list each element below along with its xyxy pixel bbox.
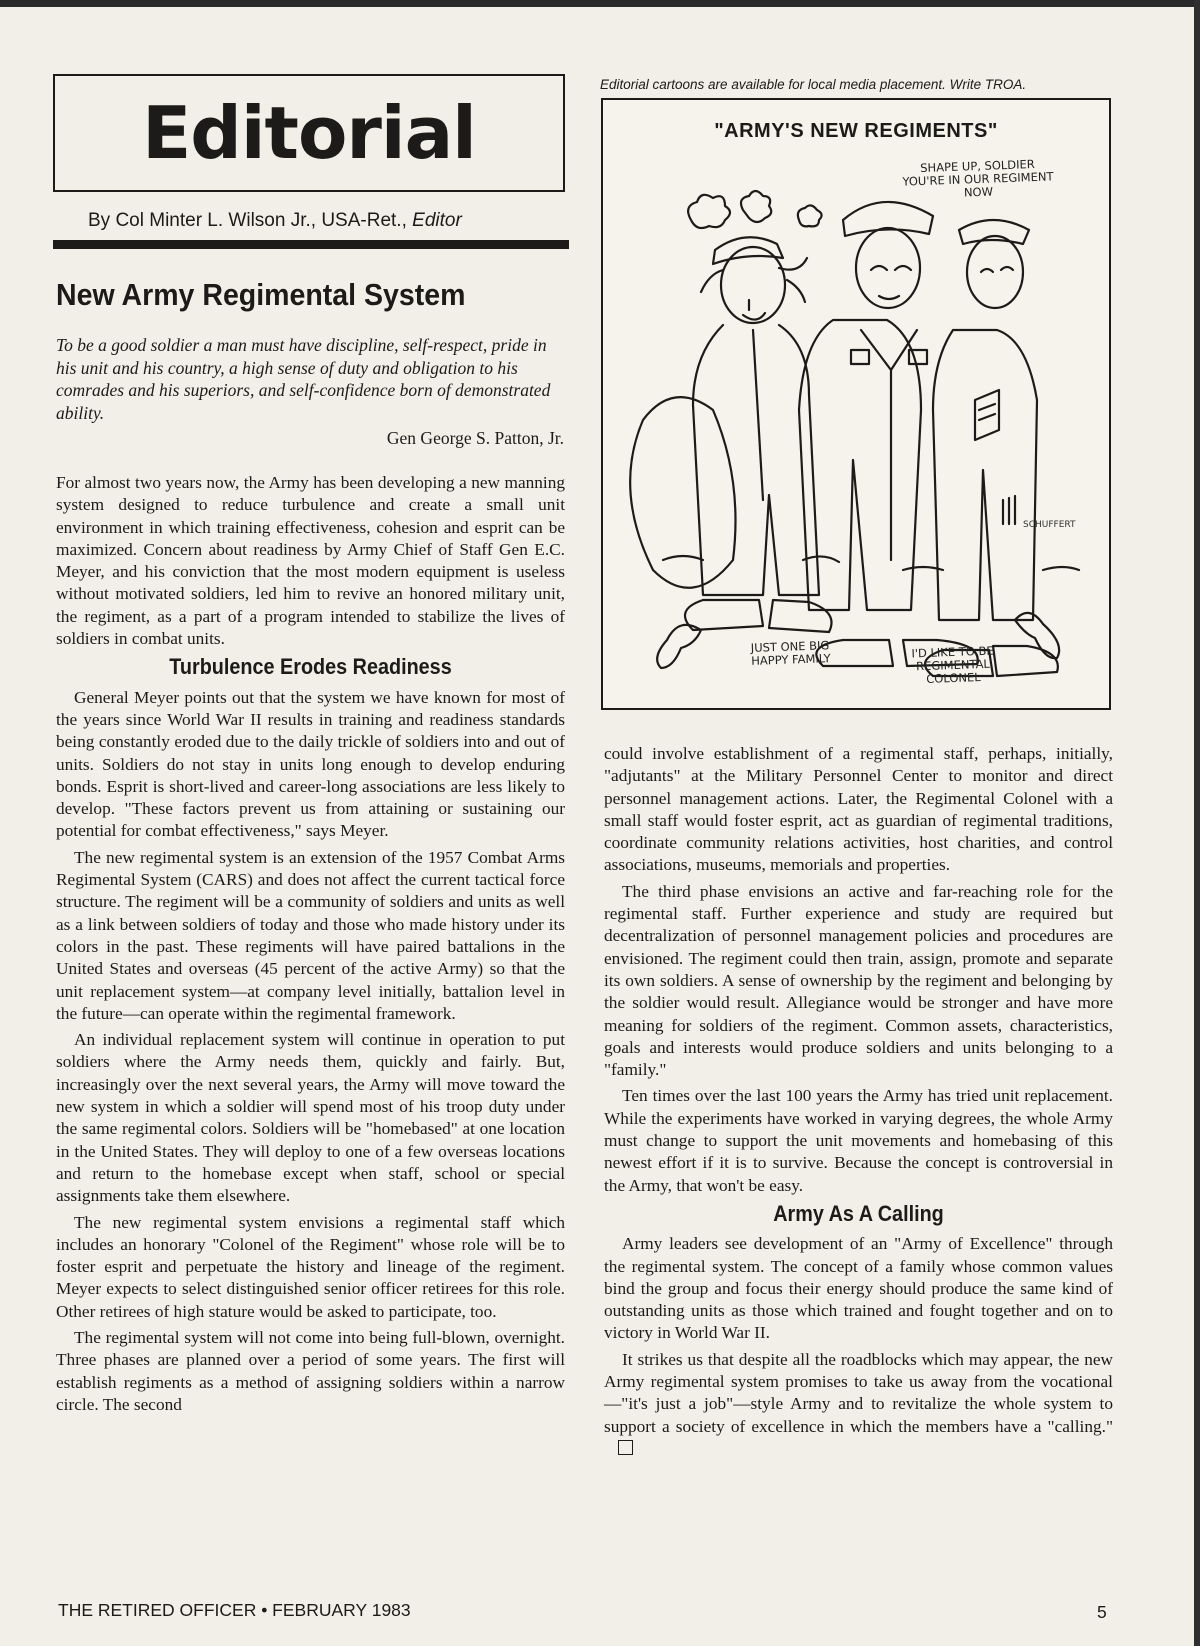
article-column-right — [604, 743, 1113, 1464]
right-border — [1194, 0, 1200, 1646]
article-paragraph: An individual replacement system will continue in operation to put soldiers where the Army needs them, quickly and fairly. But, increasingly over the next several years, the Army will move toward the new system in which a soldier will spend most of his troop duty under the same regimental colors. Soldiers will be "homebased" at one location in the United States. They will deploy to one of a few overseas locations and return to the homebase except when staff, school or special assignments take them elsewhere. — [56, 1030, 565, 1206]
footer-publication: THE RETIRED OFFICER • FEBRUARY 1983 — [58, 1600, 411, 1620]
article-paragraph: General Meyer points out that the system we have known for most of the years since World War II results in training and readiness standards being constantly eroded due to the daily trickle of soldiers into and out of units. Soldiers do not stay in units long enough to develop enduring bonds. Esprit is short-lived and career-long associations are less likely to develop. "These factors prevent us from attaining or sustaining our potential for combat effectiveness," says Meyer. — [56, 687, 565, 841]
article-paragraph: Army leaders see development of an "Army of Excellence" through the regimental system. The concept of a family whose common values bind the group and focus their energy should produce the same kind of outstanding units as those which trained and fought together and on to victory in World War II. — [604, 1234, 1113, 1343]
subheading: Army As A Calling — [773, 1200, 944, 1226]
cartoon-caption-left: JUST ONE BIG HAPPY FAMILY — [750, 638, 831, 668]
cartoon-caption-right: I'D LIKE TO BE REGIMENTAL COLONEL — [911, 643, 994, 686]
masthead-title: Editorial — [142, 91, 476, 175]
byline — [88, 210, 568, 232]
article-paragraph: The third phase envisions an active and far-reaching role for the regimental staff. Further experience and study are required but decentralization of personnel management policies and procedures are envisioned. The regiment could then train, assign, promote and separate its own soldiers. A sense of ownership by the regiment and belonging by the soldier would result. Allegiance would be stronger and have more meaning for soldiers of the regiment. Common assets, characteristics, goals and interests would produce soldiers and units belonging to a "family." — [604, 881, 1113, 1080]
end-mark-icon — [618, 1440, 633, 1455]
epigraph-attribution: Gen George S. Patton, Jr. — [386, 428, 564, 448]
subheading: Turbulence Erodes Readiness — [169, 654, 452, 680]
article-paragraph — [604, 1349, 1113, 1460]
masthead-box — [53, 74, 565, 192]
byline-author: By Col Minter L. Wilson Jr., USA-Ret., — [88, 210, 413, 231]
article-paragraph: Ten times over the last 100 years the Army has tried unit replacement. While the experiments have worked in varying degrees, the whole Army must change to support the unit movements and homebasing of this newest effort if it is to survive. Because the concept is controversial in the Army, that won't be easy. — [604, 1086, 1113, 1195]
epigraph: To be a good soldier a man must have discipline, self-respect, pride in his unit and his country, a high sense of duty and obligation to his comrades and his superiors, and self-confidence born of demonstrated ability. — [56, 335, 551, 423]
cartoon-note: Editorial cartoons are available for local media placement. Write TROA. — [600, 77, 1027, 92]
byline-role: Editor — [412, 210, 462, 231]
article-paragraph: The new regimental system is an extension of the 1957 Combat Arms Regimental System (CARS) and does not affect the current tactical force structure. The regiment will be a community of soldiers and units as well as a link between soldiers of today and those who made history under its colors in the past. These regiments will have paired battalions in the United States and overseas (45 percent of the active Army) so that the unit replacement system—at company level initially, battalion level in the future—can operate within the regimental framework. — [56, 847, 565, 1023]
article-headline: New Army Regimental System — [56, 277, 466, 312]
top-border — [0, 0, 1200, 7]
article-column-left — [56, 472, 565, 1420]
cartoon-signature: SCHUFFERT — [1023, 520, 1076, 530]
cartoon-caption-top: SHAPE UP, SOLDIER YOU'RE IN OUR REGIMENT NOW — [902, 157, 1054, 200]
article-paragraph: For almost two years now, the Army has been developing a new manning system designed to reduce turbulence and create a small unit environment in which training effectiveness, cohesion and esprit can be maximized. Concern about readiness by Army Chief of Staff Gen E.C. Meyer, and his conviction that the most modern equipment is useless without motivated soldiers, led him to revive an honored military unit, the regiment, as a part of a program intended to stabilize the lives of soldiers in combat units. — [56, 473, 565, 649]
section-divider — [53, 240, 569, 249]
article-paragraph: The new regimental system envisions a regimental staff which includes an honorary "Colonel of the Regiment" whose role will be to foster esprit and perpetuate the history and lineage of the regiment. Meyer expects to select distinguished senior officer retirees for this role. Other retirees of high stature would be asked to participate, too. — [56, 1212, 565, 1321]
article-paragraph: could involve establishment of a regimental staff, perhaps, initially, "adjutants" at the Military Personnel Center to monitor and direct personnel management actions. Later, the Regimental Colonel with a small staff would foster esprit, act as guardian of regimental traditions, coordinate community relations activities, host charities, and control associations, museums, memorials and properties. — [604, 744, 1113, 875]
page-number: 5 — [1097, 1602, 1107, 1622]
article-paragraph: The regimental system will not come into being full-blown, overnight. Three phases are planned over a period of some years. The first will establish regiments as a method of assigning soldiers within a narrow circle. The second — [56, 1327, 565, 1414]
final-paragraph-text: It strikes us that despite all the roadblocks which may appear, the new Army regimental system promises to take us away from the vocational—"it's just a job"—style Army and to revitalize the whole system to support a society of excellence in which the members have a "calling." — [604, 1349, 1113, 1436]
editorial-cartoon — [601, 98, 1111, 710]
cartoon-title: "ARMY'S NEW REGIMENTS" — [714, 120, 998, 142]
